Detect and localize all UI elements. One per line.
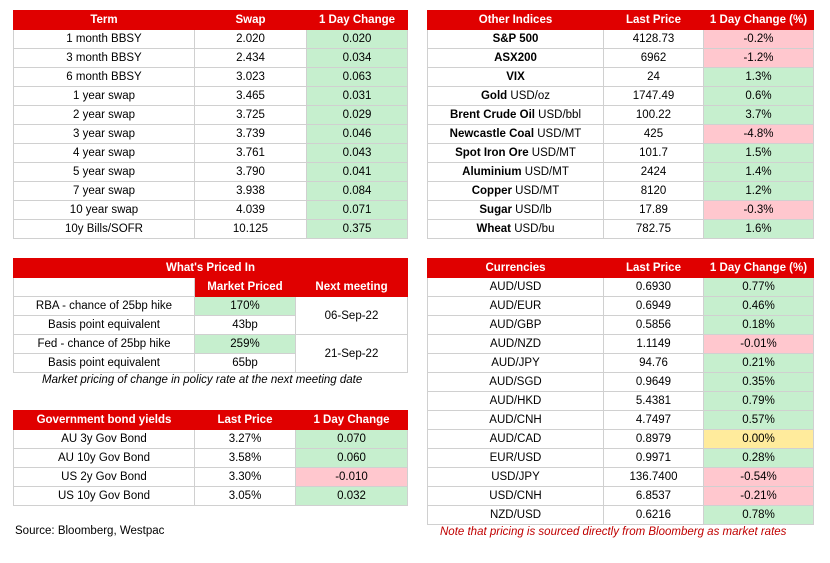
index-price: 8120 bbox=[604, 182, 704, 201]
table-row bbox=[428, 373, 814, 392]
index-unit: USD/MT bbox=[524, 166, 569, 178]
swap-change: 0.020 bbox=[307, 30, 408, 49]
bonds-header-price: Last Price bbox=[195, 411, 296, 430]
bond-yield: 3.58% bbox=[195, 449, 296, 468]
table-row bbox=[14, 182, 408, 201]
index-name: Brent Crude Oil bbox=[449, 109, 535, 121]
priced-header-market: Market Priced bbox=[195, 278, 296, 297]
fx-change: 0.77% bbox=[704, 278, 814, 297]
index-name-cell bbox=[428, 106, 604, 125]
table-row bbox=[14, 449, 408, 468]
table-row bbox=[428, 297, 814, 316]
fx-price: 136.7400 bbox=[604, 468, 704, 487]
table-row bbox=[428, 430, 814, 449]
currency-rows bbox=[428, 278, 814, 525]
table-row bbox=[428, 468, 814, 487]
index-price: 17.89 bbox=[604, 201, 704, 220]
currencies-table bbox=[427, 258, 814, 525]
rba-bp-value: 43bp bbox=[195, 316, 296, 335]
index-name: Sugar bbox=[479, 204, 512, 216]
fx-price: 0.6216 bbox=[604, 506, 704, 525]
fed-bp-label: Basis point equivalent bbox=[14, 354, 195, 373]
table-row bbox=[428, 449, 814, 468]
fx-price: 0.9971 bbox=[604, 449, 704, 468]
swap-change: 0.043 bbox=[307, 144, 408, 163]
policy-pricing-note: Market pricing of change in policy rate at the next meeting date bbox=[42, 374, 363, 386]
table-row bbox=[428, 201, 814, 220]
index-name-cell bbox=[428, 87, 604, 106]
fx-change: 0.35% bbox=[704, 373, 814, 392]
index-name: Copper bbox=[471, 185, 512, 197]
index-name-cell bbox=[428, 30, 604, 49]
swap-header-term: Term bbox=[14, 11, 195, 30]
fed-hike-label: Fed - chance of 25bp hike bbox=[14, 335, 195, 354]
table-row bbox=[428, 49, 814, 68]
swap-rates-table bbox=[13, 10, 408, 239]
index-change: 1.2% bbox=[704, 182, 814, 201]
bloomberg-disclaimer: Note that pricing is sourced directly from Bloomberg as market rates bbox=[440, 526, 787, 538]
index-change: 3.7% bbox=[704, 106, 814, 125]
index-unit: USD/MT bbox=[531, 147, 576, 159]
fx-change: 0.00% bbox=[704, 430, 814, 449]
index-price: 4128.73 bbox=[604, 30, 704, 49]
swap-rate: 3.739 bbox=[195, 125, 307, 144]
table-row bbox=[428, 411, 814, 430]
index-price: 782.75 bbox=[604, 220, 704, 239]
fx-pair: AUD/HKD bbox=[428, 392, 604, 411]
fed-next-meeting: 21-Sep-22 bbox=[296, 335, 408, 373]
swap-rate: 3.465 bbox=[195, 87, 307, 106]
index-name: Gold bbox=[480, 90, 508, 102]
table-row bbox=[428, 125, 814, 144]
swap-header-change: 1 Day Change bbox=[307, 11, 408, 30]
table-row bbox=[14, 468, 408, 487]
fx-change: -0.54% bbox=[704, 468, 814, 487]
index-unit: USD/bu bbox=[514, 223, 555, 235]
fx-price: 0.5856 bbox=[604, 316, 704, 335]
index-change: -4.8% bbox=[704, 125, 814, 144]
table-row bbox=[428, 392, 814, 411]
fx-price: 5.4381 bbox=[604, 392, 704, 411]
fx-change: 0.57% bbox=[704, 411, 814, 430]
table-row bbox=[428, 163, 814, 182]
swap-rate: 3.023 bbox=[195, 68, 307, 87]
index-name: ASX200 bbox=[494, 52, 537, 64]
swap-change: 0.041 bbox=[307, 163, 408, 182]
fx-pair: AUD/USD bbox=[428, 278, 604, 297]
swap-rows bbox=[14, 30, 408, 239]
index-unit: USD/MT bbox=[515, 185, 560, 197]
table-row bbox=[14, 201, 408, 220]
index-name-cell bbox=[428, 220, 604, 239]
swap-change: 0.063 bbox=[307, 68, 408, 87]
fx-price: 0.9649 bbox=[604, 373, 704, 392]
index-change: 1.5% bbox=[704, 144, 814, 163]
fx-price: 1.1149 bbox=[604, 335, 704, 354]
fx-change: 0.21% bbox=[704, 354, 814, 373]
table-row bbox=[428, 220, 814, 239]
table-row bbox=[428, 87, 814, 106]
fx-change: -0.01% bbox=[704, 335, 814, 354]
swap-change: 0.029 bbox=[307, 106, 408, 125]
fx-header-price: Last Price bbox=[604, 259, 704, 278]
fx-pair: AUD/GBP bbox=[428, 316, 604, 335]
table-row bbox=[14, 49, 408, 68]
bond-change: 0.032 bbox=[296, 487, 408, 506]
swap-change: 0.046 bbox=[307, 125, 408, 144]
swap-term: 4 year swap bbox=[14, 144, 195, 163]
index-name: Wheat bbox=[476, 223, 511, 235]
rba-next-meeting: 06-Sep-22 bbox=[296, 297, 408, 335]
table-row bbox=[428, 144, 814, 163]
fx-change: 0.79% bbox=[704, 392, 814, 411]
table-row bbox=[14, 106, 408, 125]
swap-rate: 3.725 bbox=[195, 106, 307, 125]
index-change: 1.6% bbox=[704, 220, 814, 239]
other-indices-table bbox=[427, 10, 814, 239]
index-name-cell bbox=[428, 68, 604, 87]
index-change: 0.6% bbox=[704, 87, 814, 106]
gov-bond-yields-table bbox=[13, 410, 408, 506]
table-row bbox=[14, 163, 408, 182]
index-price: 1747.49 bbox=[604, 87, 704, 106]
fx-pair: AUD/CAD bbox=[428, 430, 604, 449]
priced-blank-cell bbox=[14, 278, 195, 297]
bond-change: -0.010 bbox=[296, 468, 408, 487]
swap-term: 1 month BBSY bbox=[14, 30, 195, 49]
fed-hike-value: 259% bbox=[195, 335, 296, 354]
swap-rate: 2.434 bbox=[195, 49, 307, 68]
swap-term: 3 year swap bbox=[14, 125, 195, 144]
indices-rows bbox=[428, 30, 814, 239]
fx-pair: AUD/CNH bbox=[428, 411, 604, 430]
swap-term: 10 year swap bbox=[14, 201, 195, 220]
fx-change: 0.78% bbox=[704, 506, 814, 525]
bond-name: US 10y Gov Bond bbox=[14, 487, 195, 506]
swap-term: 7 year swap bbox=[14, 182, 195, 201]
fx-change: -0.21% bbox=[704, 487, 814, 506]
fx-pair: AUD/JPY bbox=[428, 354, 604, 373]
index-unit: USD/bbl bbox=[538, 109, 581, 121]
index-name-cell bbox=[428, 163, 604, 182]
table-row bbox=[14, 125, 408, 144]
table-row bbox=[428, 316, 814, 335]
swap-term: 6 month BBSY bbox=[14, 68, 195, 87]
index-change: 1.3% bbox=[704, 68, 814, 87]
fx-price: 0.8979 bbox=[604, 430, 704, 449]
fx-pair: AUD/NZD bbox=[428, 335, 604, 354]
table-row bbox=[14, 68, 408, 87]
swap-term: 5 year swap bbox=[14, 163, 195, 182]
bond-yield: 3.27% bbox=[195, 430, 296, 449]
index-name: VIX bbox=[506, 71, 525, 83]
fx-price: 0.6949 bbox=[604, 297, 704, 316]
table-row bbox=[14, 220, 408, 239]
index-price: 24 bbox=[604, 68, 704, 87]
table-row bbox=[14, 487, 408, 506]
fx-price: 4.7497 bbox=[604, 411, 704, 430]
swap-rate: 3.761 bbox=[195, 144, 307, 163]
index-name: Newcastle Coal bbox=[449, 128, 535, 140]
index-name-cell bbox=[428, 144, 604, 163]
fx-header-pair: Currencies bbox=[428, 259, 604, 278]
index-price: 100.22 bbox=[604, 106, 704, 125]
swap-rate: 4.039 bbox=[195, 201, 307, 220]
fx-price: 6.8537 bbox=[604, 487, 704, 506]
table-row bbox=[428, 182, 814, 201]
index-unit: USD/oz bbox=[510, 90, 551, 102]
table-row bbox=[428, 278, 814, 297]
bond-change: 0.060 bbox=[296, 449, 408, 468]
source-text: Source: Bloomberg, Westpac bbox=[15, 525, 165, 537]
table-row bbox=[428, 506, 814, 525]
index-name: Aluminium bbox=[462, 166, 522, 178]
fx-pair: AUD/SGD bbox=[428, 373, 604, 392]
swap-rate: 3.938 bbox=[195, 182, 307, 201]
index-change: -1.2% bbox=[704, 49, 814, 68]
index-price: 6962 bbox=[604, 49, 704, 68]
bond-name: AU 10y Gov Bond bbox=[14, 449, 195, 468]
swap-change: 0.375 bbox=[307, 220, 408, 239]
fx-price: 94.76 bbox=[604, 354, 704, 373]
bond-change: 0.070 bbox=[296, 430, 408, 449]
index-price: 2424 bbox=[604, 163, 704, 182]
fx-pair: USD/CNH bbox=[428, 487, 604, 506]
table-row bbox=[14, 87, 408, 106]
rba-hike-value: 170% bbox=[195, 297, 296, 316]
bond-yield: 3.30% bbox=[195, 468, 296, 487]
swap-rate: 10.125 bbox=[195, 220, 307, 239]
bonds-header-name: Government bond yields bbox=[14, 411, 195, 430]
indices-header-price: Last Price bbox=[604, 11, 704, 30]
bonds-header-change: 1 Day Change bbox=[296, 411, 408, 430]
table-row bbox=[428, 354, 814, 373]
whats-priced-in-table bbox=[13, 258, 408, 373]
swap-rate: 3.790 bbox=[195, 163, 307, 182]
rba-bp-label: Basis point equivalent bbox=[14, 316, 195, 335]
swap-change: 0.071 bbox=[307, 201, 408, 220]
swap-change: 0.034 bbox=[307, 49, 408, 68]
index-unit: USD/lb bbox=[515, 204, 552, 216]
index-name-cell bbox=[428, 49, 604, 68]
table-row bbox=[428, 68, 814, 87]
index-change: 1.4% bbox=[704, 163, 814, 182]
bond-name: US 2y Gov Bond bbox=[14, 468, 195, 487]
swap-term: 3 month BBSY bbox=[14, 49, 195, 68]
swap-change: 0.031 bbox=[307, 87, 408, 106]
table-row bbox=[428, 487, 814, 506]
fx-change: 0.46% bbox=[704, 297, 814, 316]
fx-pair: USD/JPY bbox=[428, 468, 604, 487]
index-name: Spot Iron Ore bbox=[455, 147, 529, 159]
table-row bbox=[14, 430, 408, 449]
fx-pair: AUD/EUR bbox=[428, 297, 604, 316]
index-change: -0.2% bbox=[704, 30, 814, 49]
priced-header-meeting: Next meeting bbox=[296, 278, 408, 297]
index-name-cell bbox=[428, 182, 604, 201]
index-name-cell bbox=[428, 125, 604, 144]
index-name: S&P 500 bbox=[492, 33, 539, 45]
table-row bbox=[428, 335, 814, 354]
index-unit: USD/MT bbox=[537, 128, 582, 140]
table-row bbox=[14, 144, 408, 163]
swap-term: 10y Bills/SOFR bbox=[14, 220, 195, 239]
table-row bbox=[14, 30, 408, 49]
priced-title: What's Priced In bbox=[14, 259, 408, 278]
fx-price: 0.6930 bbox=[604, 278, 704, 297]
bond-rows bbox=[14, 430, 408, 506]
index-price: 101.7 bbox=[604, 144, 704, 163]
bond-name: AU 3y Gov Bond bbox=[14, 430, 195, 449]
indices-header-change: 1 Day Change (%) bbox=[704, 11, 814, 30]
bond-yield: 3.05% bbox=[195, 487, 296, 506]
fx-header-change: 1 Day Change (%) bbox=[704, 259, 814, 278]
rba-hike-label: RBA - chance of 25bp hike bbox=[14, 297, 195, 316]
swap-header-swap: Swap bbox=[195, 11, 307, 30]
index-name-cell bbox=[428, 201, 604, 220]
index-price: 425 bbox=[604, 125, 704, 144]
fx-pair: EUR/USD bbox=[428, 449, 604, 468]
swap-change: 0.084 bbox=[307, 182, 408, 201]
index-change: -0.3% bbox=[704, 201, 814, 220]
fx-pair: NZD/USD bbox=[428, 506, 604, 525]
fx-change: 0.18% bbox=[704, 316, 814, 335]
fx-change: 0.28% bbox=[704, 449, 814, 468]
indices-header-name: Other Indices bbox=[428, 11, 604, 30]
table-row bbox=[428, 30, 814, 49]
swap-term: 1 year swap bbox=[14, 87, 195, 106]
table-row bbox=[428, 106, 814, 125]
swap-rate: 2.020 bbox=[195, 30, 307, 49]
fed-bp-value: 65bp bbox=[195, 354, 296, 373]
swap-term: 2 year swap bbox=[14, 106, 195, 125]
